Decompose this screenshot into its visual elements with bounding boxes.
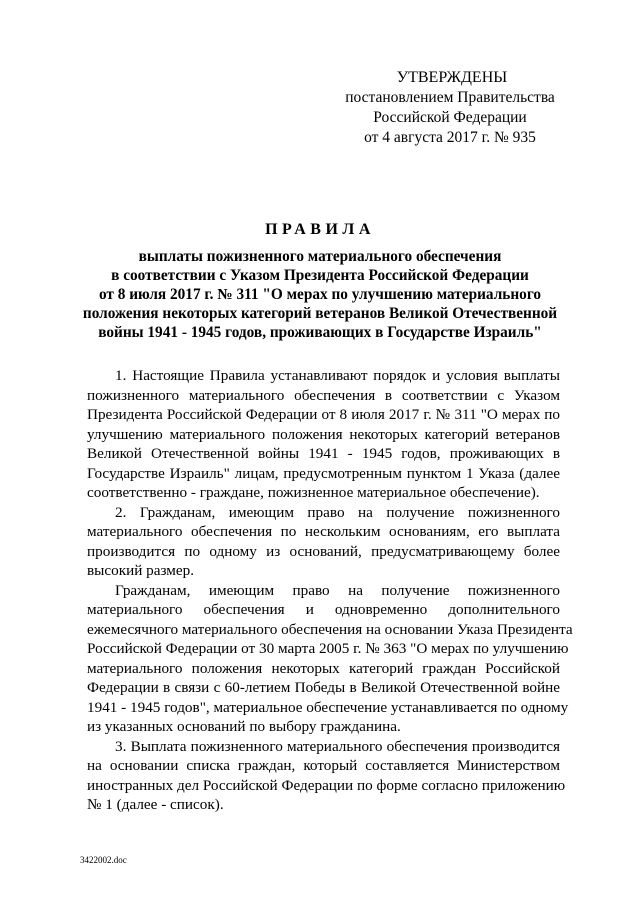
text-line: № 1 (далее - список). <box>87 796 224 813</box>
text-line: материального положения некоторых категорий граждан Российской <box>87 659 560 677</box>
subtitle-line: выплаты пожизненного материального обеспечения <box>138 248 502 265</box>
approval-stamp <box>300 68 600 148</box>
approval-line: от 4 августа 2017 г. № 935 <box>364 129 536 146</box>
text-line: улучшению материального положения некоторых категорий ветеранов <box>87 425 560 443</box>
approval-heading: УТВЕРЖДЕНЫ <box>396 69 508 86</box>
subtitle-line: в соответствии с Указом Президента Российской Федерации <box>111 267 529 284</box>
document-title: ПРАВИЛА <box>265 221 375 238</box>
file-name-footer: 3422002.doc <box>80 855 127 865</box>
text-line: иностранных дел Российской Федерации по форме согласно приложению <box>87 776 566 794</box>
text-line: производится по одному из оснований, предусматривающему более <box>87 542 560 560</box>
text-line: 1941 - 1945 годов", материальное обеспечение устанавливается по одному <box>87 698 569 716</box>
text-line: Президента Российской Федерации от 8 июля 2017 г. № 311 "О мерах по <box>87 406 560 423</box>
text-line: высокий размер. <box>87 562 195 579</box>
text-line: Российской Федерации от 30 марта 2005 г. № 363 "О мерах по улучшению <box>87 640 569 657</box>
text-line: 3. Выплата пожизненного материального обеспечения производится <box>115 737 560 755</box>
text-line: Государстве Израиль" лицам, предусмотренным пунктом 1 Указа (далее <box>87 464 560 482</box>
text-line: на основании списка граждан, который составляется Министерством <box>87 757 560 774</box>
text-line: из указанных оснований по выбору гражданина. <box>87 718 401 735</box>
document-body <box>87 366 573 815</box>
text-line: 2. Гражданам, имеющим право на получение пожизненного <box>115 503 560 521</box>
subtitle-line: войны 1941 - 1945 годов, проживающих в Государстве Израиль" <box>98 324 542 341</box>
text-line: Гражданам, имеющим право на получение пожизненного <box>115 581 560 599</box>
subtitle-line: от 8 июля 2017 г. № 311 "О мерах по улучшению материального <box>98 286 542 303</box>
text-line: Федерации в связи с 60-летием Победы в Великой Отечественной войне <box>87 679 560 696</box>
text-line: пожизненного материального обеспечения в соответствии с Указом <box>87 386 560 404</box>
approval-line: Российской Федерации <box>373 109 527 126</box>
text-line: ежемесячного материального обеспечения на основании Указа Президента <box>87 620 573 638</box>
subtitle-line: положения некоторых категорий ветеранов Великой Отечественной <box>82 305 558 322</box>
text-line: соответственно - граждане, пожизненное материальное обеспечение). <box>87 484 540 501</box>
text-line: Великой Отечественной войны 1941 - 1945 годов, проживающих в <box>87 445 560 462</box>
text-line: материального обеспечения по нескольким основаниям, его выплата <box>87 523 560 540</box>
document-subtitle <box>60 247 580 342</box>
text-line: 1. Настоящие Правила устанавливают порядок и условия выплаты <box>115 367 560 384</box>
approval-line: постановлением Правительства <box>345 89 555 106</box>
text-line: материального обеспечения и одновременно дополнительного <box>87 601 560 618</box>
